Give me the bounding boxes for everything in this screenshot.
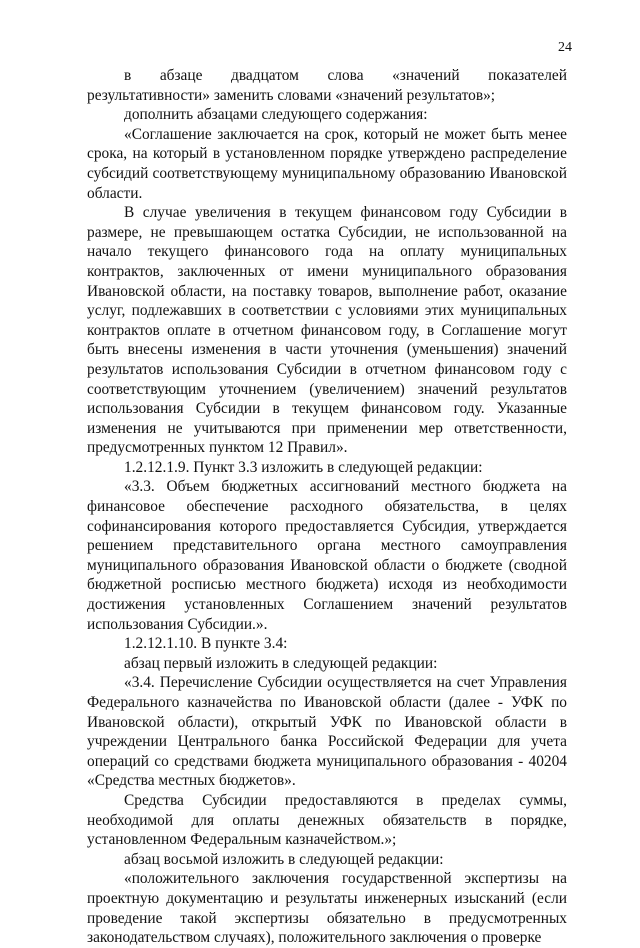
paragraph: В случае увеличения в текущем финансовом году Субсидии в размере, не превышающем остатка Субсидии, не использованной на начало текущего финансового года на оплату муниципальных контрактов, заключенных от имени муниципального образования Ивановской области, на поставку товаров, выполнение работ, оказание услуг, подлежавших в соответствии с условиями этих муниципальных контрактов оплате в отчетном финансовом году, в Соглашение могут быть внесены изменения в части уточнения (уменьшения) значений результатов использования Субсидии в отчетном финансовом году с соответствующим уточнением (увеличением) значений результатов использования Субсидии в текущем финансовом году. Указанные изменения не учитываются при применении мер ответственности, предусмотренных пунктом 12 Правил».	[87, 204, 567, 457]
paragraph: 1.2.12.1.9. Пункт 3.3 изложить в следующей редакции:	[124, 458, 483, 476]
page-number: 24	[558, 40, 572, 55]
paragraph: абзац восьмой изложить в следующей редакции:	[124, 850, 444, 868]
paragraph: Средства Субсидии предоставляются в пределах суммы, необходимой для оплаты денежных обязательств в порядке, установленном Федеральным казначейством.»;	[87, 791, 567, 849]
paragraph: 1.2.12.1.10. В пункте 3.4:	[124, 635, 288, 653]
paragraph: «положительного заключения государственной экспертизы на проектную документацию и результаты инженерных изысканий (если проведение такой экспертизы обязательно в предусмотренных законодательством случаях), положительного заключения о проверке	[87, 870, 567, 947]
paragraph: «3.4. Перечисление Субсидии осуществляется на счет Управления Федерального казначейства по Ивановской области (далее - УФК по Ивановской области), открытый УФК по Ивановской области в учреждении Центрального банка Российской Федерации для учета операций со средствами бюджета муниципального образования - 40204 «Средства местных бюджетов».	[87, 674, 567, 790]
paragraph: дополнить абзацами следующего содержания:	[124, 106, 428, 124]
paragraph: абзац первый изложить в следующей редакции:	[124, 654, 438, 672]
paragraph: в абзаце двадцатом слова «значений показателей результативности» заменить словами «значений результатов»;	[87, 67, 567, 104]
paragraph: «3.3. Объем бюджетных ассигнований местного бюджета на финансовое обеспечение расходного обязательства, в целях софинансирования которого предоставляется Субсидия, утверждается решением представительного органа местного самоуправления муниципального образования Ивановской области о бюджете (сводной бюджетной росписью местного бюджета) исходя из необходимости достижения установленных Соглашением значений результатов использования Субсидии.».	[87, 478, 567, 633]
document-body	[87, 66, 567, 948]
paragraph: «Соглашение заключается на срок, который не может быть менее срока, на который в установленном порядке утверждено распределение субсидий соответствующему муниципальному образованию Ивановской области.	[87, 125, 567, 202]
